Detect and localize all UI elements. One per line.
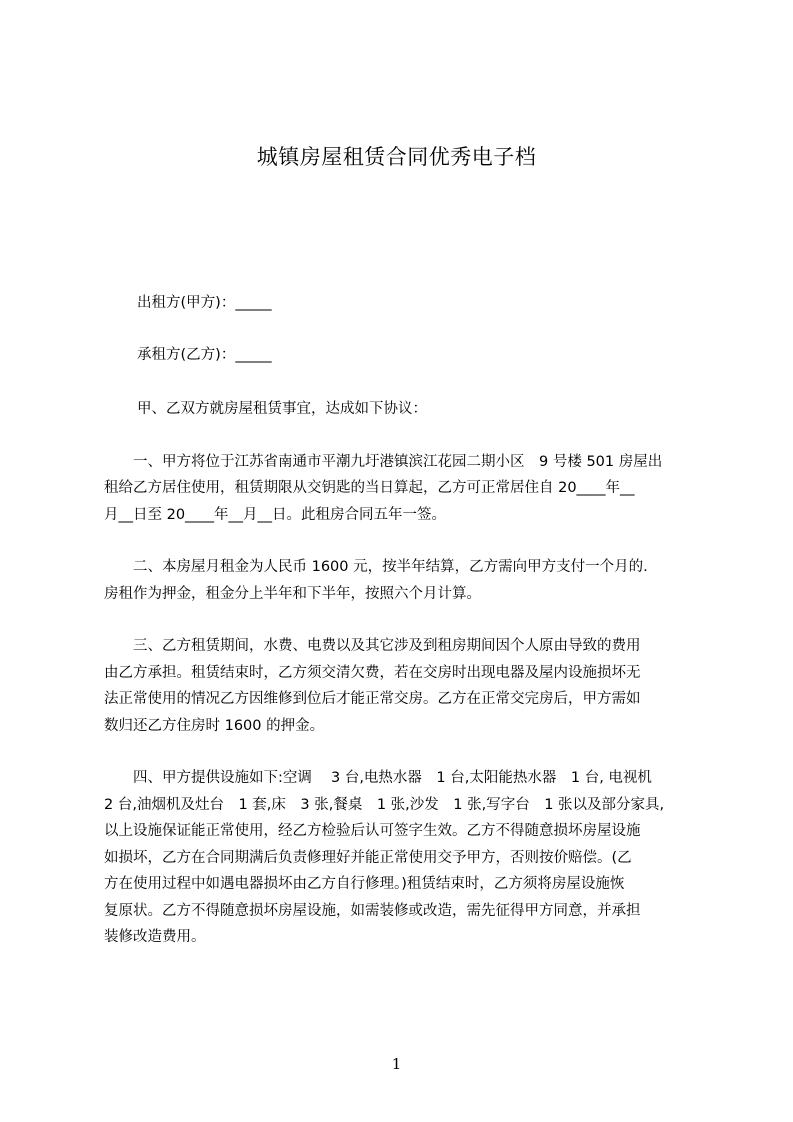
clause-3-line-2: 由乙方承担。租赁结束时，乙方须交清欠费，若在交房时出现电器及屋内设施损坏无 [104, 665, 641, 681]
clause-4-line-6: 复原状。乙方不得随意损坏房屋设施，如需装修或改造，需先征得甲方同意，并承担 [104, 903, 641, 919]
clause-4-line-2: 2 台,油烟机及灶台 1 套,床 3 张,餐桌 1 张,沙发 1 张,写字台 1 张以及部分家具, [104, 797, 665, 813]
clause-4-line-7: 装修改造费用。 [104, 929, 206, 945]
clause-3-line-1: 三、乙方租赁期间，水费、电费以及其它涉及到租房期间因个人原由导致的费用 [104, 638, 641, 654]
clause-1-line-3: 月__日至 20____年__月__日。此租房合同五年一签。 [104, 507, 447, 523]
document-title: 城镇房屋租赁合同优秀电子档 [256, 145, 537, 169]
clause-2-line-2: 房租作为押金，租金分上半年和下半年，按照六个月计算。 [104, 586, 481, 602]
clause-4-line-5: 方在使用过程中如遇电器损坏由乙方自行修理。)租赁结束时，乙方须将房屋设施恢 [104, 876, 625, 892]
clause-4-line-4: 如损坏，乙方在合同期满后负责修理好并能正常使用交予甲方，否则按价赔偿。(乙 [104, 850, 632, 866]
clause-1-line-1: 一、甲方将位于江苏省南通市平潮九圩港镇滨江花园二期小区 9 号楼 501 房屋出 [104, 454, 663, 470]
clause-3-line-4: 数归还乙方住房时 1600 的押金。 [104, 718, 325, 734]
clause-4-line-1: 四、甲方提供设施如下:空调 3 台,电热水器 1 台,太阳能热水器 1 台, 电视机 [104, 770, 652, 786]
clause-3-line-3: 法正常使用的情况乙方因维修到位后才能正常交房。乙方在正常交完房后，甲方需如 [104, 691, 641, 707]
clause-2-line-1: 二、本房屋月租金为人民币 1600 元，按半年结算，乙方需向甲方支付一个月的. [104, 559, 648, 575]
clause-4-line-3: 以上设施保证能正常使用，经乙方检验后认可签字生效。乙方不得随意损坏房屋设施 [104, 823, 641, 839]
clause-1-line-2: 租给乙方居住使用，租赁期限从交钥匙的当日算起，乙方可正常居住自 20____年__ [104, 480, 635, 496]
agreement-intro: 甲、乙双方就房屋租赁事宜，达成如下协议： [137, 401, 427, 417]
page-number: 1 [391, 1055, 402, 1073]
lessor-line: 出租方(甲方)：_____ [137, 295, 272, 311]
lessee-line: 承租方(乙方)：_____ [137, 347, 272, 363]
